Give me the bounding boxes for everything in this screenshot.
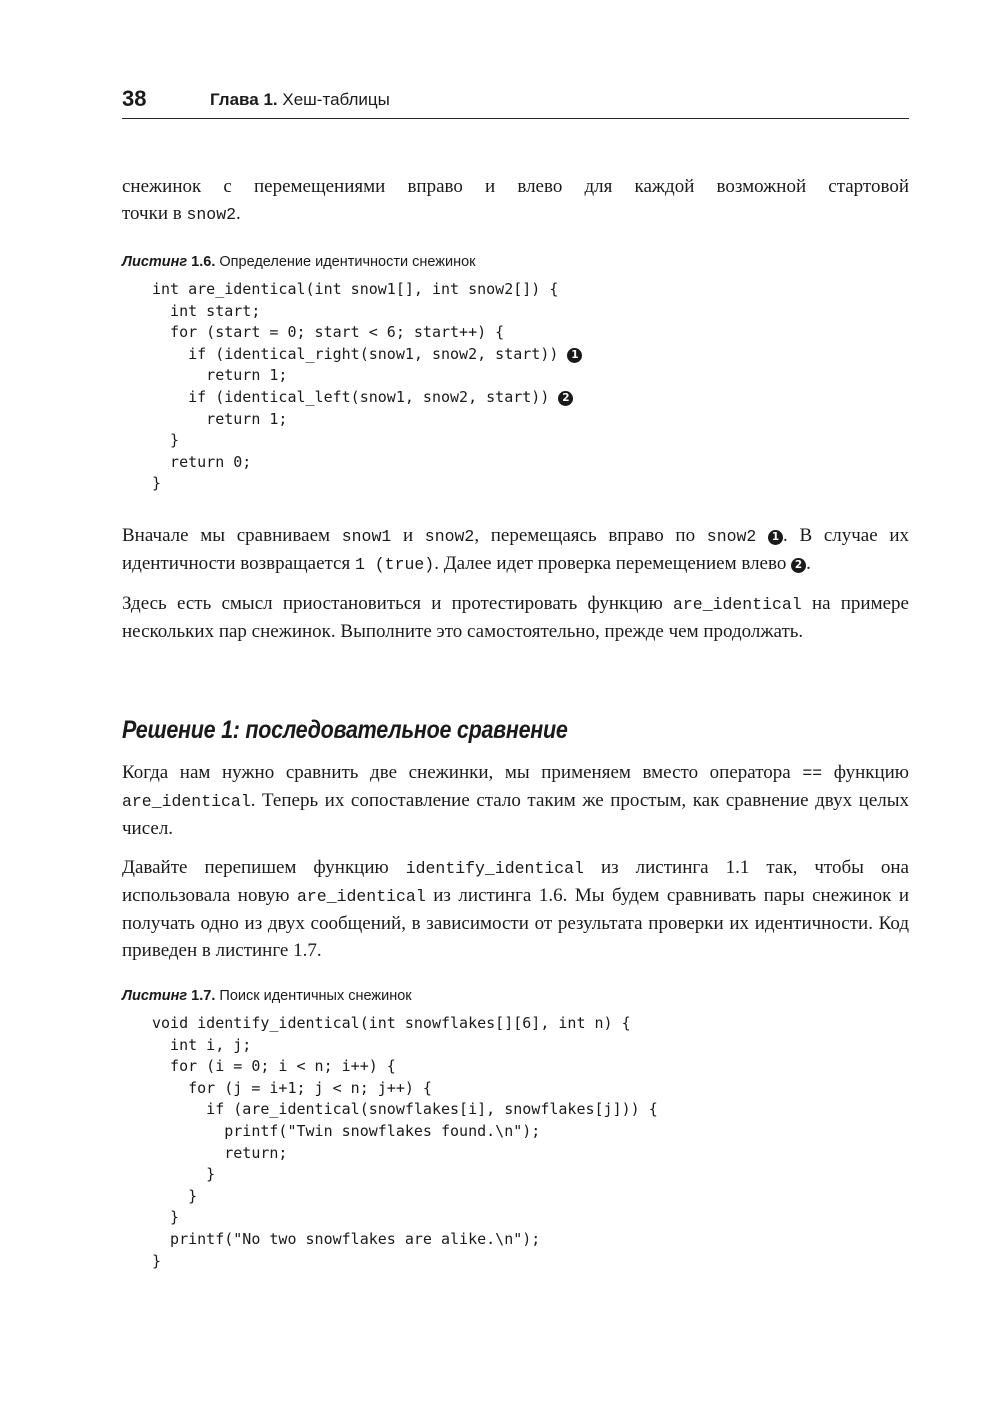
code-line: if (are_identical(snowflakes[i], snowflakes[j])) { bbox=[152, 1100, 658, 1119]
text: . В случае их идентичности возвращается bbox=[122, 525, 910, 574]
code-text: if (identical_right(snow1, snow2, start)) bbox=[152, 344, 559, 363]
text: из листинга 1.6. Мы будем сравнивать пары снежинок и получать одно из двух сообщений, в зависимости от результата проверки их идентичности. Код приведен в листинге 1.7. bbox=[122, 885, 910, 961]
code-listing-1-6 bbox=[152, 279, 582, 495]
running-header bbox=[122, 84, 909, 119]
code-line: return 1; bbox=[152, 409, 288, 428]
inline-code: 1 (true) bbox=[354, 555, 435, 574]
code-line: void identify_identical(int snowflakes[][6], int n) { bbox=[152, 1014, 631, 1032]
section-heading: Решение 1: последовательное сравнение bbox=[122, 716, 568, 744]
listing-title: Поиск идентичных снежинок bbox=[219, 988, 412, 1004]
running-title bbox=[210, 86, 390, 114]
inline-code: snow2 bbox=[424, 527, 475, 546]
listing-label: Листинг bbox=[122, 254, 188, 270]
solution-paragraph-2 bbox=[122, 854, 909, 964]
code-line: } bbox=[152, 1165, 216, 1184]
explanation-paragraph bbox=[122, 522, 909, 578]
code-line: int i, j; bbox=[152, 1035, 252, 1054]
inline-code: snow2 bbox=[186, 205, 237, 224]
callout-marker-2: 2 bbox=[558, 391, 573, 406]
listing-number: 1.7. bbox=[191, 988, 216, 1004]
code-listing-1-7 bbox=[152, 1013, 658, 1272]
text: из листинга 1.1 так, чтобы она использовала новую bbox=[122, 857, 909, 906]
code-line: return 0; bbox=[152, 452, 252, 471]
text: и bbox=[391, 525, 425, 546]
text: . Теперь их сопоставление стало таким же простым, как сравнение двух целых чисел. bbox=[122, 790, 909, 839]
callout-marker-2: 2 bbox=[791, 558, 806, 573]
inline-code: snow2 bbox=[706, 527, 757, 546]
code-line: } bbox=[152, 474, 162, 493]
text: Вначале мы сравниваем bbox=[122, 525, 342, 546]
callout-marker-1: 1 bbox=[768, 530, 783, 545]
text: Здесь есть смысл приостановиться и протестировать функцию bbox=[122, 593, 673, 614]
inline-code: are_identical bbox=[122, 792, 251, 811]
test-paragraph bbox=[122, 590, 909, 645]
text: Когда нам нужно сравнить две снежинки, мы применяем вместо оператора bbox=[122, 762, 803, 783]
code-line-with-callout bbox=[152, 344, 582, 366]
code-line: for (j = i+1; j < n; j++) { bbox=[152, 1078, 432, 1097]
code-line-with-callout bbox=[152, 387, 582, 409]
inline-code: == bbox=[802, 764, 823, 783]
code-line: for (i = 0; i < n; i++) { bbox=[152, 1057, 396, 1076]
text: на примере нескольких пар снежинок. Выполните это самостоятельно, прежде чем продолжать. bbox=[122, 593, 909, 642]
inline-code: are_identical bbox=[672, 595, 802, 614]
code-line: } bbox=[152, 431, 180, 450]
code-line: for (start = 0; start < 6; start++) { bbox=[152, 323, 505, 342]
code-line: printf("No two snowflakes are alike.\n"); bbox=[152, 1229, 541, 1248]
callout-marker-1: 1 bbox=[567, 348, 582, 363]
intro-text: . bbox=[236, 203, 241, 224]
code-text: if (identical_left(snow1, snow2, start)) bbox=[152, 387, 550, 406]
inline-code: identify_identical bbox=[405, 859, 584, 878]
chapter-label: Глава 1. bbox=[210, 90, 278, 109]
chapter-title: Хеш-таблицы bbox=[282, 90, 390, 109]
code-line: return 1; bbox=[152, 366, 288, 385]
code-line: int are_identical(int snow1[], int snow2[]) { bbox=[152, 280, 559, 298]
listing-number: 1.6. bbox=[191, 254, 216, 270]
intro-text: точки в bbox=[122, 203, 187, 224]
code-line: int start; bbox=[152, 301, 261, 320]
page-number: 38 bbox=[122, 86, 147, 111]
code-line: printf("Twin snowflakes found.\n"); bbox=[152, 1121, 541, 1140]
text: , перемещаясь вправо по bbox=[474, 525, 707, 546]
inline-code: snow1 bbox=[341, 527, 392, 546]
code-line: return; bbox=[152, 1143, 288, 1162]
listing-title: Определение идентичности снежинок bbox=[219, 254, 476, 270]
intro-line-1: снежинок с перемещениями вправо и влево для каждой возможной стартовой bbox=[122, 176, 909, 197]
code-line: } bbox=[152, 1251, 162, 1270]
text: функцию bbox=[822, 762, 909, 783]
listing-label: Листинг bbox=[122, 988, 188, 1004]
listing-caption bbox=[122, 252, 476, 272]
inline-code: are_identical bbox=[297, 887, 426, 906]
listing-caption bbox=[122, 986, 412, 1006]
text: Давайте перепишем функцию bbox=[122, 857, 406, 878]
intro-paragraph bbox=[122, 173, 909, 228]
solution-paragraph-1 bbox=[122, 759, 909, 842]
text: . bbox=[806, 553, 811, 574]
code-line: } bbox=[152, 1186, 198, 1205]
text: . Далее идет проверка перемещением влево bbox=[434, 553, 787, 574]
code-line: } bbox=[152, 1208, 180, 1227]
